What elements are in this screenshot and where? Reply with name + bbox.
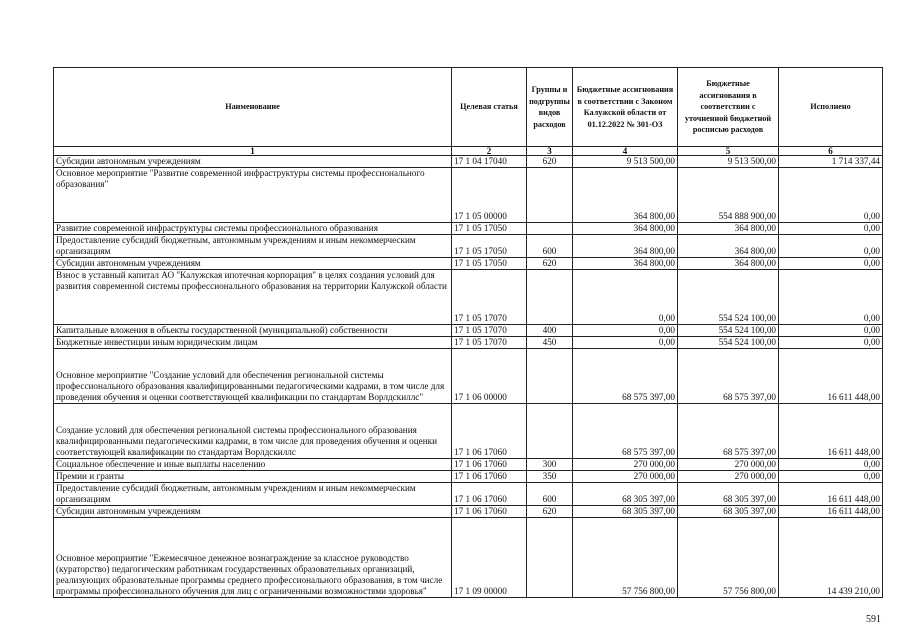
row-refined: 68 305 397,00 [678,483,779,506]
row-code: 17 1 06 17060 [452,471,527,483]
row-refined: 9 513 500,00 [678,156,779,168]
row-law: 364 800,00 [573,223,678,235]
table-row [54,349,883,404]
row-law: 68 575 397,00 [573,404,678,459]
row-group: 600 [527,483,573,506]
row-name: Основное мероприятие "Создание условий для обеспечения региональной системы профессионального образования квалифицированными педагогическими кадрами, в том числе для проведения обучения и оценки соответствующей квалификации по стандартам Ворлдскиллс" [54,349,452,404]
row-law: 9 513 500,00 [573,156,678,168]
row-law: 68 305 397,00 [573,483,678,506]
table-row [54,404,883,459]
col-number: 5 [678,147,779,156]
table-row [54,168,883,223]
col-number: 4 [573,147,678,156]
row-group: 300 [527,459,573,471]
row-group [527,404,573,459]
row-done: 0,00 [779,337,883,349]
table-row [54,235,883,258]
row-name: Предоставление субсидий бюджетным, автономным учреждениям и иным некоммерческим организациям [54,483,452,506]
row-done: 0,00 [779,223,883,235]
row-refined: 270 000,00 [678,459,779,471]
row-group: 450 [527,337,573,349]
row-code: 17 1 04 17040 [452,156,527,168]
row-refined: 364 800,00 [678,223,779,235]
col-number: 6 [779,147,883,156]
row-group [527,223,573,235]
row-done: 16 611 448,00 [779,404,883,459]
row-refined: 57 756 800,00 [678,518,779,598]
row-name: Создание условий для обеспечения региональной системы профессионального образования квалифицированными педагогическими кадрами, в том числе для проведения обучения и оценки соответствующей квалификации по стандартам Ворлдскиллс [54,404,452,459]
row-code: 17 1 06 17060 [452,404,527,459]
table-row [54,258,883,270]
row-law: 68 575 397,00 [573,349,678,404]
row-law: 364 800,00 [573,258,678,270]
row-code: 17 1 06 17060 [452,506,527,518]
row-name: Премии и гранты [54,471,452,483]
row-group: 620 [527,506,573,518]
row-code: 17 1 05 17050 [452,258,527,270]
table-row [54,270,883,325]
row-refined: 364 800,00 [678,258,779,270]
row-refined: 68 575 397,00 [678,349,779,404]
table-row [54,471,883,483]
row-group: 620 [527,156,573,168]
row-code: 17 1 09 00000 [452,518,527,598]
table-row [54,459,883,471]
row-group [527,270,573,325]
row-group: 400 [527,325,573,337]
row-code: 17 1 05 17050 [452,223,527,235]
row-done: 0,00 [779,235,883,258]
row-refined: 554 524 100,00 [678,325,779,337]
row-done: 0,00 [779,459,883,471]
row-done: 0,00 [779,258,883,270]
header-group: Группы и подгруппы видов расходов [527,68,573,147]
row-law: 68 305 397,00 [573,506,678,518]
header-done: Исполнено [779,68,883,147]
row-refined: 68 305 397,00 [678,506,779,518]
row-done: 0,00 [779,168,883,223]
row-law: 0,00 [573,325,678,337]
row-name: Основное мероприятие "Развитие современной инфраструктуры системы профессионального образования" [54,168,452,223]
row-code: 17 1 05 17070 [452,325,527,337]
row-code: 17 1 05 17070 [452,337,527,349]
row-group [527,168,573,223]
row-refined: 554 524 100,00 [678,337,779,349]
row-name: Субсидии автономным учреждениям [54,156,452,168]
row-group [527,518,573,598]
row-done: 14 439 210,00 [779,518,883,598]
row-law: 0,00 [573,270,678,325]
table-row [54,506,883,518]
row-refined: 270 000,00 [678,471,779,483]
row-done: 16 611 448,00 [779,506,883,518]
row-done: 0,00 [779,325,883,337]
row-law: 57 756 800,00 [573,518,678,598]
row-name: Развитие современной инфраструктуры системы профессионального образования [54,223,452,235]
header-law: Бюджетные ассигнования в соответствии с Законом Калужской области от 01.12.2022 № 301-ОЗ [573,68,678,147]
row-code: 17 1 05 17070 [452,270,527,325]
row-refined: 554 888 900,00 [678,168,779,223]
col-number: 1 [54,147,452,156]
row-refined: 364 800,00 [678,235,779,258]
row-group: 620 [527,258,573,270]
row-code: 17 1 06 00000 [452,349,527,404]
row-name: Предоставление субсидий бюджетным, автономным учреждениям и иным некоммерческим организациям [54,235,452,258]
row-group: 600 [527,235,573,258]
budget-table [53,67,883,598]
row-code: 17 1 05 17050 [452,235,527,258]
row-group: 350 [527,471,573,483]
col-number: 3 [527,147,573,156]
row-name: Бюджетные инвестиции иным юридическим лицам [54,337,452,349]
row-law: 270 000,00 [573,471,678,483]
row-law: 270 000,00 [573,459,678,471]
page-number: 591 [866,614,881,625]
row-law: 364 800,00 [573,235,678,258]
row-refined: 68 575 397,00 [678,404,779,459]
col-number: 2 [452,147,527,156]
column-number-row [54,147,883,156]
table-row [54,156,883,168]
row-name: Капитальные вложения в объекты государственной (муниципальной) собственности [54,325,452,337]
table-row [54,483,883,506]
row-name: Основное мероприятие "Ежемесячное денежное вознаграждение за классное руководство (кураторство) педагогическим работникам государственных образовательных организаций, реализующих образовательные программы среднего профессионального образования, в том числе программы профессионального обучения для лиц с ограниченными возможностями здоровья" [54,518,452,598]
header-refined: Бюджетные ассигнования в соответствии с уточненной бюджетной росписью расходов [678,68,779,147]
row-name: Социальное обеспечение и иные выплаты населению [54,459,452,471]
row-code: 17 1 06 17060 [452,483,527,506]
row-done: 16 611 448,00 [779,349,883,404]
row-code: 17 1 06 17060 [452,459,527,471]
row-law: 0,00 [573,337,678,349]
row-done: 0,00 [779,471,883,483]
table-row [54,518,883,598]
header-target: Целевая статья [452,68,527,147]
row-law: 364 800,00 [573,168,678,223]
row-group [527,349,573,404]
table-row [54,337,883,349]
row-done: 0,00 [779,270,883,325]
row-name: Субсидии автономным учреждениям [54,506,452,518]
table-row [54,325,883,337]
header-row [54,68,883,147]
header-name: Наименование [54,68,452,147]
table-row [54,223,883,235]
row-done: 16 611 448,00 [779,483,883,506]
row-refined: 554 524 100,00 [678,270,779,325]
row-code: 17 1 05 00000 [452,168,527,223]
row-name: Взнос в уставный капитал АО "Калужская ипотечная корпорация" в целях создания условий для развития современной системы профессионального образования на территории Калужской области [54,270,452,325]
row-name: Субсидии автономным учреждениям [54,258,452,270]
row-done: 1 714 337,44 [779,156,883,168]
